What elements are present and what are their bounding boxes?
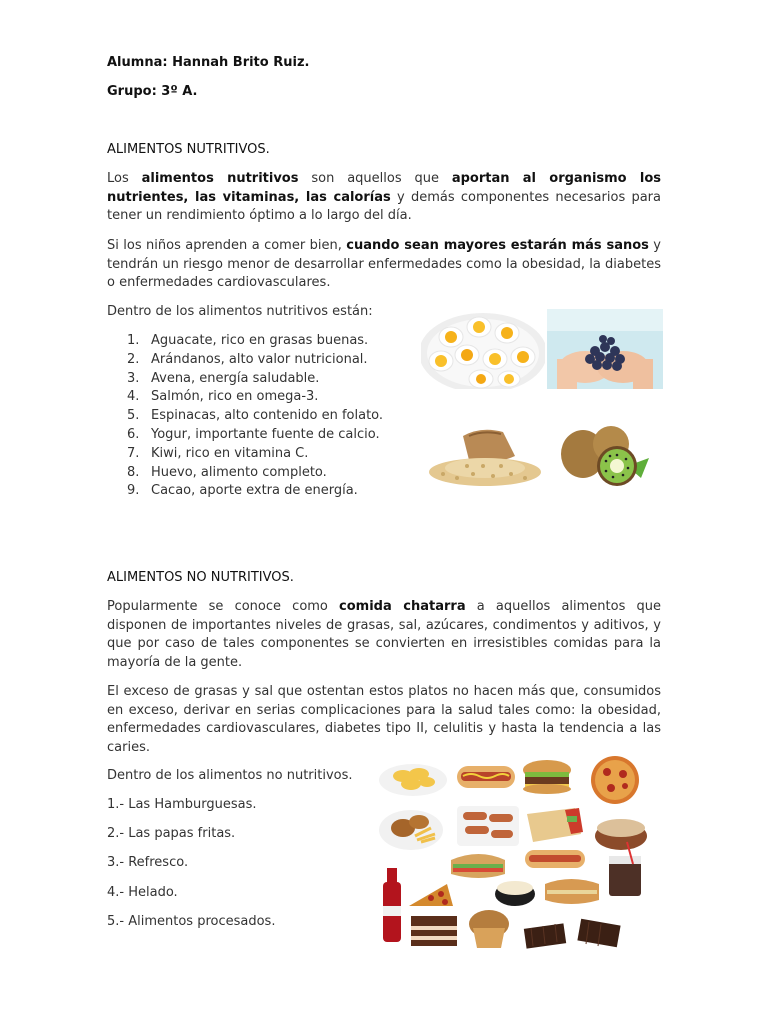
blueberries-image — [547, 309, 663, 389]
junk-intro: Dentro de los alimentos no nutritivos. — [107, 768, 353, 783]
list-item: 6. Yogur, importante fuente de calcio. — [127, 426, 380, 442]
junk-food-collage — [375, 756, 655, 952]
group-label: Grupo: 3º A. — [107, 84, 198, 99]
list-item: 2. Arándanos, alto valor nutricional. — [127, 351, 368, 367]
list-item: 3. Avena, energía saludable. — [127, 370, 320, 386]
list-item: 9. Cacao, aporte extra de energía. — [127, 483, 358, 499]
nutritive-intro: Dentro de los alimentos nutritivos están: — [107, 304, 373, 319]
list-item: 4. Salmón, rico en omega-3. — [127, 389, 319, 405]
junk-paragraph-2: El exceso de grasas y sal que ostentan estos platos no hacen más que, consumidos en exceso, derivar en serias complicaciones para la salud tales como: la obesidad, enfermedades cardiovasculares, diabetes tipo II, celulitis y hasta la tendencia a las caries. — [107, 684, 661, 755]
oats-image — [423, 422, 541, 494]
list-item: 4.- Helado. — [107, 884, 178, 900]
nutritive-title: ALIMENTOS NUTRITIVOS. — [107, 142, 270, 157]
junk-paragraph-1: Popularmente se conoce como comida chatarra a aquellos alimentos que disponen de importantes niveles de grasas, sal, azúcares, condimentos y aditivos, y que por caso de tales componentes se convierten en irresistibles comidas para la mayoría de la gente. — [107, 599, 661, 670]
junk-list — [107, 797, 275, 943]
list-item: 7. Kiwi, rico en vitamina C. — [127, 445, 309, 461]
nutritive-paragraph-2: Si los niños aprenden a comer bien, cuando sean mayores estarán más sanos y tendrán un riesgo menor de desarrollar enfermedades como la obesidad, la diabetes o enfermedades cardiovasculares. — [107, 238, 662, 290]
list-item: 5. Espinacas, alto contenido en folato. — [127, 408, 384, 424]
list-item: 1.- Las Hamburguesas. — [107, 797, 257, 812]
nutritive-list — [127, 332, 383, 501]
eggs-image — [421, 309, 545, 389]
student-name: Alumna: Hannah Brito Ruiz. — [107, 55, 310, 70]
kiwi-image — [557, 422, 653, 488]
list-item: 2.- Las papas fritas. — [107, 826, 236, 842]
list-item: 1. Aguacate, rico en grasas buenas. — [127, 333, 369, 348]
list-item: 8. Huevo, alimento completo. — [127, 464, 327, 480]
list-item: 3.- Refresco. — [107, 855, 189, 871]
list-item: 5.- Alimentos procesados. — [107, 913, 276, 929]
nutritive-paragraph-1: Los alimentos nutritivos son aquellos que aportan al organismo los nutrientes, las vitaminas, las calorías y demás componentes necesarios para tener un rendimiento óptimo a lo largo del día. — [107, 171, 662, 223]
junk-title: ALIMENTOS NO NUTRITIVOS. — [107, 570, 294, 585]
